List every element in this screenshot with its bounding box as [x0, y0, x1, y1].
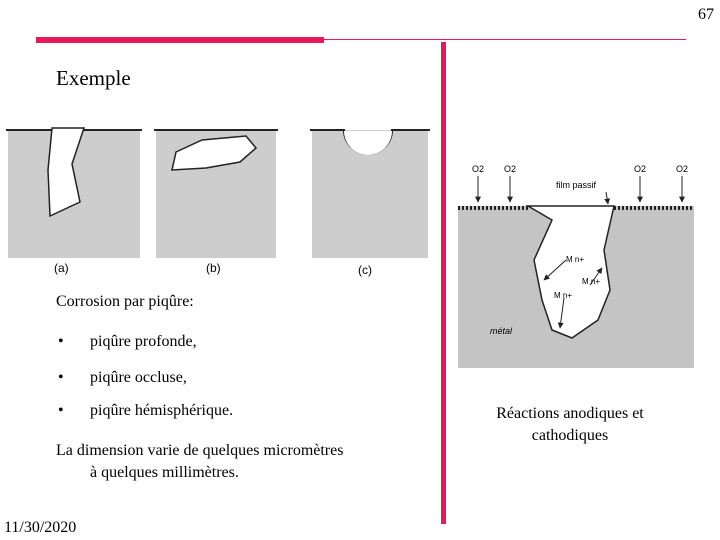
vertical-divider	[441, 42, 446, 524]
o2-label-4: O2	[676, 164, 689, 174]
list-item	[58, 333, 197, 351]
ion-label-3: M n+	[554, 291, 573, 300]
specimen-a	[6, 128, 142, 258]
o2-label-2: O2	[504, 164, 517, 174]
ion-label-2: M n+	[582, 277, 601, 286]
film-label: film passif	[556, 180, 597, 190]
pit-types-figure	[6, 122, 430, 284]
reactions-caption-line-1: Réactions anodiques et	[496, 405, 644, 422]
pit-reactions-figure	[456, 150, 696, 368]
reactions-caption	[455, 403, 685, 447]
header-rule-thick	[36, 37, 324, 43]
label-b: (b)	[206, 261, 221, 275]
size-note-line-1: La dimension varie de quelques micromètres	[56, 442, 344, 459]
list-item	[58, 369, 187, 387]
label-a: (a)	[54, 261, 69, 275]
o2-label-3: O2	[634, 164, 647, 174]
label-c: (c)	[358, 263, 372, 277]
page-number: 67	[698, 6, 714, 23]
bullet-icon: •	[58, 333, 64, 350]
specimen-c	[310, 130, 430, 258]
slide-date: 11/30/2020	[4, 519, 77, 536]
list-item-text: piqûre occluse,	[90, 369, 187, 386]
o2-label-1: O2	[472, 164, 485, 174]
header-rule-thin	[324, 39, 686, 40]
list-item-text: piqûre profonde,	[90, 333, 197, 350]
bullet-icon: •	[58, 369, 64, 386]
list-item-text: piqûre hémisphérique.	[90, 402, 234, 419]
specimen-b	[154, 130, 278, 258]
metal-label: métal	[490, 326, 513, 336]
list-item	[58, 402, 233, 420]
bullet-icon: •	[58, 402, 64, 419]
size-note	[56, 440, 343, 484]
reactions-caption-line-2: cathodiques	[531, 427, 609, 444]
slide-heading: Exemple	[56, 66, 131, 90]
size-note-line-2: à quelques millimètres.	[90, 464, 239, 481]
figure-caption: Corrosion par piqûre:	[56, 293, 194, 310]
ion-label-1: M n+	[566, 255, 585, 264]
